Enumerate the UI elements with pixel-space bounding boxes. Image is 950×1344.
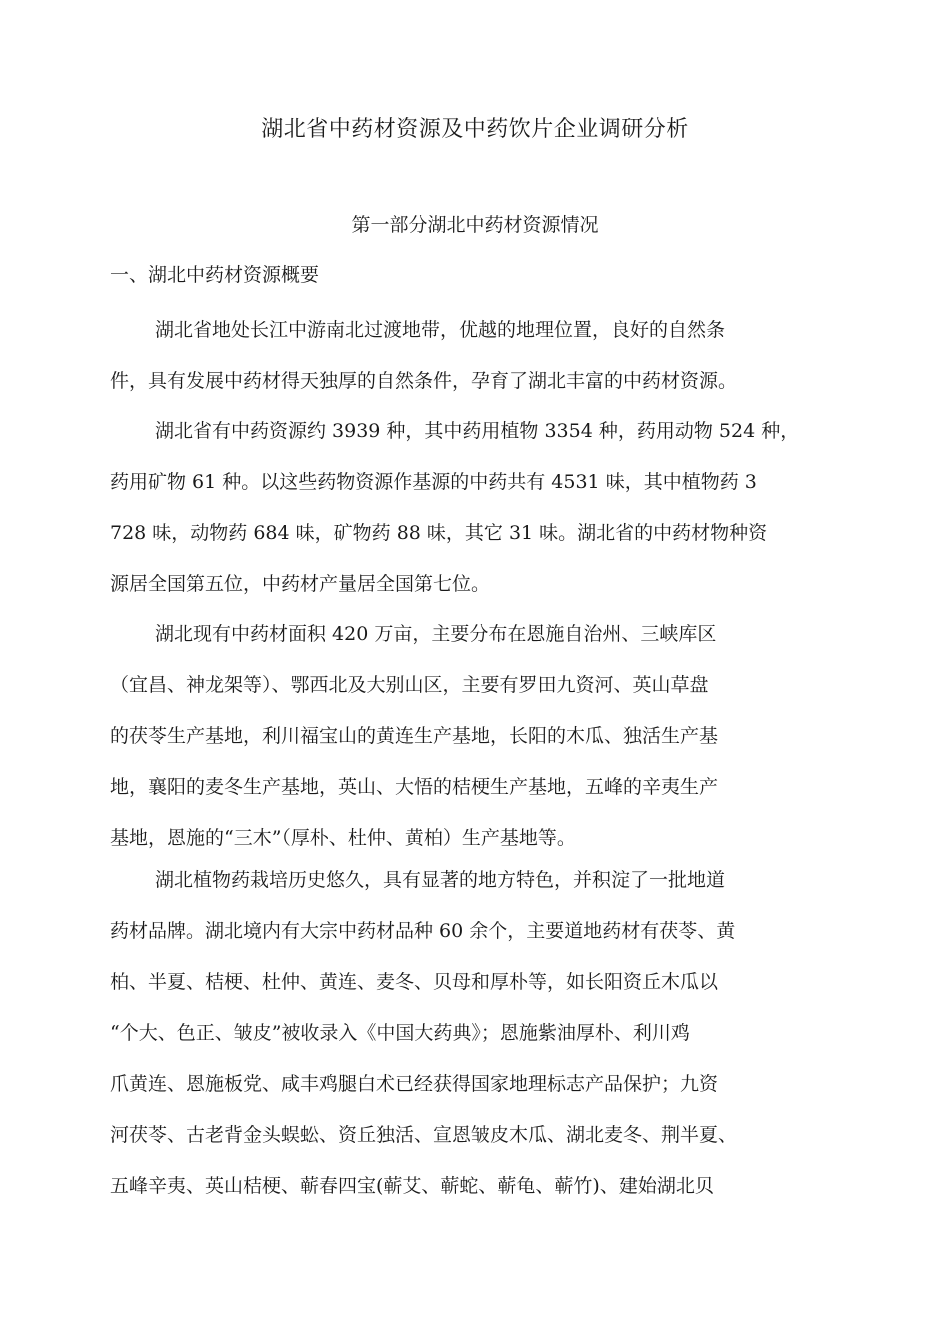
paragraph-4 (110, 855, 855, 1212)
paragraph-line: 湖北现有中药材面积 420 万亩，主要分布在恩施自治州、三峡库区 (155, 623, 717, 645)
section-heading: 一、湖北中药材资源概要 (110, 264, 320, 286)
paragraph-line: 基地，恩施的“三木”（厚朴、杜仲、黄柏）生产基地等。 (110, 827, 576, 849)
paragraph-line: 药材品牌。湖北境内有大宗中药材品种 60 余个，主要道地药材有茯苓、黄 (110, 920, 736, 942)
paragraph-1 (110, 305, 855, 407)
paragraph-line: 药用矿物 61 种。以这些药物资源作基源的中药共有 4531 味，其中植物药 3 (110, 471, 757, 493)
paragraph-line: “个大、色正、皱皮”被收录入《中国大药典》；恩施紫油厚朴、利川鸡 (110, 1022, 690, 1044)
paragraph-line: 五峰辛夷、英山桔梗、蕲春四宝(蕲艾、蕲蛇、蕲龟、蕲竹)、建始湖北贝 (110, 1175, 714, 1197)
paragraph-line: 爪黄连、恩施板党、咸丰鸡腿白术已经获得国家地理标志产品保护；九资 (110, 1073, 719, 1095)
paragraph-line: 地，襄阳的麦冬生产基地，英山、大悟的桔梗生产基地，五峰的辛夷生产 (110, 776, 719, 798)
paragraph-line: 源居全国第五位，中药材产量居全国第七位。 (110, 573, 491, 595)
paragraph-line: 的茯苓生产基地，利川福宝山的黄连生产基地，长阳的木瓜、独活生产基 (110, 725, 719, 747)
paragraph-line: 河茯苓、古老背金头蜈蚣、资丘独活、宣恩皱皮木瓜、湖北麦冬、荆半夏、 (110, 1124, 738, 1146)
document-title: 湖北省中药材资源及中药饮片企业调研分析 (261, 117, 689, 142)
paragraph-line: 件，具有发展中药材得天独厚的自然条件，孕育了湖北丰富的中药材资源。 (110, 370, 738, 392)
paragraph-line: 728 味，动物药 684 味，矿物药 88 味，其它 31 味。湖北省的中药材物种资 (110, 522, 768, 544)
paragraph-line: 湖北省地处长江中游南北过渡地带，优越的地理位置，良好的自然条 (155, 319, 726, 341)
paragraph-line: 湖北植物药栽培历史悠久，具有显著的地方特色，并积淀了一批地道 (155, 869, 726, 891)
paragraph-3 (110, 609, 855, 864)
paragraph-line: （宜昌、神龙架等）、鄂西北及大别山区，主要有罗田九资河、英山草盘 (110, 674, 709, 696)
paragraph-line: 柏、半夏、桔梗、杜仲、黄连、麦冬、贝母和厚朴等，如长阳资丘木瓜以 (110, 971, 719, 993)
paragraph-line: 湖北省有中药资源约 3939 种，其中药用植物 3354 种，药用动物 524 种， (155, 420, 800, 442)
part-heading: 第一部分湖北中药材资源情况 (351, 214, 599, 236)
paragraph-2 (110, 406, 855, 610)
